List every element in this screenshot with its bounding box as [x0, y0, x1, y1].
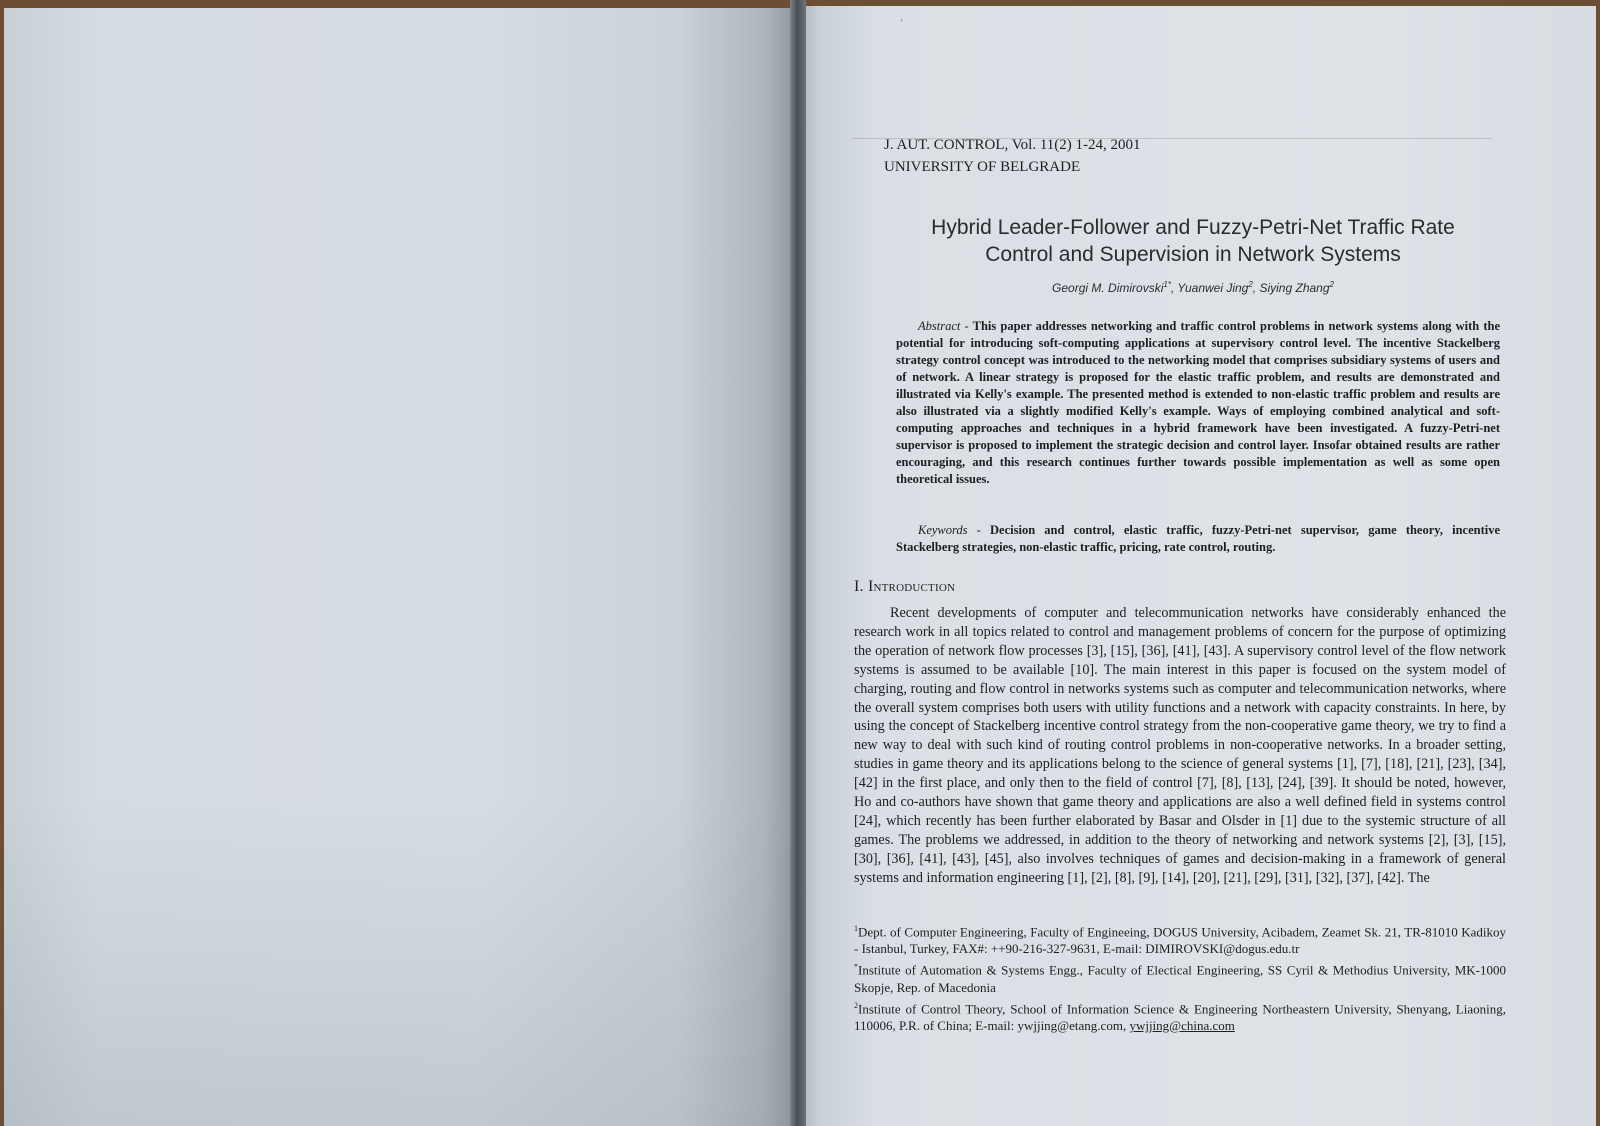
- footnote-text: Institute of Automation & Systems Engg., Faculty of Electical Engineering, SS Cyril & Methodius University, MK-1000 Skopje, Rep. of Macedonia: [854, 962, 1506, 995]
- author-name: Siying Zhang: [1259, 281, 1330, 295]
- right-page: [796, 6, 1596, 1126]
- footnote-mark: 2: [854, 1000, 858, 1010]
- footnote: [854, 920, 1506, 957]
- section-number: I.: [854, 578, 864, 595]
- stray-mark: ʻ: [900, 18, 904, 29]
- author-mark: 1*: [1163, 280, 1171, 289]
- footnote-mark: 1: [854, 924, 858, 933]
- keywords: [896, 522, 1500, 556]
- abstract-label: Abstract -: [918, 319, 969, 333]
- section-title: Introduction: [867, 578, 956, 595]
- keywords-text: Decision and control, elastic traffic, fuzzy-Petri-net supervisor, game theory, incentive Stackelberg strategies, non-elastic traffic, pricing, rate control, routing.: [896, 523, 1501, 554]
- book-gutter: [790, 0, 806, 1126]
- paper-title: [868, 214, 1518, 268]
- left-blank-page: [4, 8, 796, 1126]
- footnote: [854, 997, 1506, 1034]
- footnote-text: Institute of Control Theory, School of Information Science & Engineering Northeastern University, Shenyang, Liaoning, 110006, P.R. of China; E-mail: ywjjing@etang.com,: [854, 1000, 1506, 1033]
- keywords-label: Keywords -: [918, 523, 981, 537]
- author-name: Yuanwei Jing: [1177, 281, 1249, 295]
- author-list: Georgi M. Dimirovski$^{1*}$, Yuanwei Jing$^2$, Siying Zhang$^2$: [1052, 280, 1334, 295]
- section-heading: [854, 578, 955, 596]
- author-mark: 2: [1329, 280, 1334, 289]
- email-link[interactable]: ywjjing@china.com: [1129, 1017, 1235, 1033]
- introduction-paragraph: Recent developments of computer and telecommunication networks have considerably enhanced the research work in all topics related to control and management problems of concern for the purpose of optimizing the operation of network flow processes [3], [15], [36], [41], [43]. A supervisory control level of the flow network systems is assumed to be available [10]. The main interest in this paper is focused on the system model of charging, routing and flow control in networks systems such as computer and telecommunication networks, where the overall system comprises both users with utility functions and a network with capacity constraints. In here, by using the concept of Stackelberg incentive control strategy from the non-cooperative game theory, we try to find a new way to deal with such kind of routing control problems in non-cooperative networks. In a broader setting, studies in game theory and its applications belong to the science of general systems [1], [7], [18], [21], [23], [34], [42] in the first place, and only then to the field of control [7], [8], [13], [24], [39]. It should be noted, however, Ho and co-authors have shown that game theory and applications are also a well defined field in systems control [24], which recently has been further elaborated by Basar and Olsder in [1] due to the systemic structure of all games. The problems we addressed, in addition to the theory of networking and network systems [2], [3], [15], [30], [36], [41], [43], [45], also involves techniques of games and decision-making in a framework of general systems and information engineering [1], [2], [8], [9], [14], [20], [21], [29], [31], [32], [37], [42]. The: [854, 605, 1506, 886]
- footnote: [854, 958, 1506, 995]
- footnotes: [854, 920, 1506, 1035]
- footnote-mark: *: [854, 962, 858, 972]
- abstract: [896, 318, 1500, 488]
- author-mark: 2: [1248, 280, 1253, 289]
- title-line-2: Control and Supervision in Network Systems: [985, 243, 1401, 266]
- footnote-text: Dept. of Computer Engineering, Faculty of Engineeing, DOGUS University, Acibadem, Zeamet Sk. 21, TR-81010 Kadikoy - Istanbul, Turkey, FAX#: ++90-216-327-9631, E-mail: DIMIROVSKI@dogus.edu.tr: [854, 924, 1506, 957]
- title-line-1: Hybrid Leader-Follower and Fuzzy-Petri-Net Traffic Rate: [931, 216, 1455, 239]
- journal-publisher: UNIVERSITY OF BELGRADE: [884, 159, 1081, 175]
- author-name: Georgi M. Dimirovski: [1052, 281, 1164, 295]
- abstract-text: This paper addresses networking and traffic control problems in network systems along with the potential for introducing soft-computing applications at supervisory control level. The incentive Stackelberg strategy control concept was introduced to the networking model that comprises subsidiary systems of users and of network. A linear strategy is proposed for the elastic traffic problem, and results are demonstrated and illustrated via Kelly's example. The presented method is extended to non-elastic traffic problem and results are also illustrated via a slightly modified Kelly's example. Ways of employing combined analytical and soft-computing approaches and techniques in a hybrid framework have been investigated. A fuzzy-Petri-net supervisor is proposed to implement the strategic decision and control layer. Insofar obtained results are rather encouraging, and this research continues further towards possible implementation as well as some open theoretical issues.: [896, 319, 1500, 486]
- journal-citation: J. AUT. CONTROL, Vol. 11(2) 1-24, 2001: [884, 137, 1141, 153]
